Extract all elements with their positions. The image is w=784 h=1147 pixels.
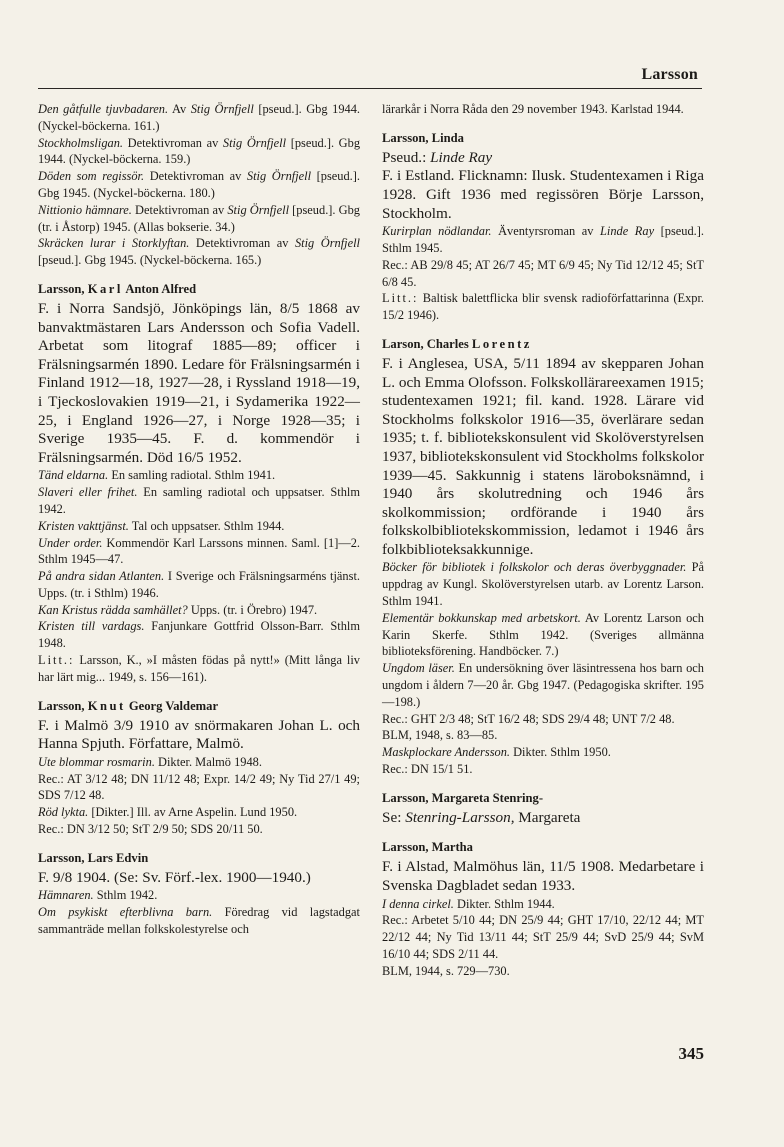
work-item: Döden som regissör. Detektivroman av Stig Örnfjell [pseud.]. Gbg 1945. (Nyckel-böckerna. 180.) bbox=[38, 169, 361, 200]
review-list: Rec.: Arbetet 5/10 44; DN 25/9 44; GHT 17/10, 22/12 44; MT 22/12 44; Ny Tid 13/11 44; StT 25/9 44; SvD 25/9 44; SvM 16/10 44; SDS 2/11 44. bbox=[382, 913, 704, 962]
entry-knut-larsson bbox=[38, 698, 360, 838]
work-item: Ungdom läser. En undersökning över läsintressena hos barn och ungdom i åldern 7—20 år. Gbg 1947. (Pedagogiska skrifter. 195—198.) bbox=[382, 661, 704, 709]
work-item: Stockholmsligan. Detektivroman av Stig Örnfjell [pseud.]. Gbg 1944. (Nyckel-böckerna. 159.) bbox=[38, 135, 361, 167]
entry-heading: Larsson, Knut Georg Valdemar bbox=[38, 698, 219, 713]
entry-heading: Larsson, Linda bbox=[382, 130, 464, 145]
entry-charles-lorentz-larson bbox=[382, 336, 704, 778]
header-rule bbox=[38, 88, 702, 89]
work-item: Elementär bokkunskap med arbetskort. Av Lorentz Larson och Karin Skerfe. Sthlm 1942. (Sveriges allmänna biblioteksförening. Handböcker. 7.) bbox=[382, 610, 704, 659]
work-item: Under order. Kommendör Karl Larssons minnen. Saml. [1]—2. Sthlm 1945—47. bbox=[38, 535, 361, 567]
entry-heading: Larson, Charles Lorentz bbox=[382, 336, 532, 351]
work-item: Röd lykta. [Dikter.] Ill. av Arne Aspelin. Lund 1950. bbox=[38, 805, 298, 820]
entry-heading: Larsson, Karl Anton Alfred bbox=[38, 281, 197, 296]
work-item: I denna cirkel. Dikter. Sthlm 1944. bbox=[382, 896, 555, 911]
review-list: Rec.: DN 15/1 51. bbox=[382, 762, 473, 777]
work-item: Slaveri eller frihet. En samling radiotal och uppsatser. Sthlm 1942. bbox=[38, 485, 360, 516]
page-number: 345 bbox=[678, 1044, 704, 1063]
entry-margareta-stenring-larsson bbox=[382, 790, 704, 828]
continued-works bbox=[38, 101, 360, 269]
right-column bbox=[382, 101, 704, 992]
cross-reference: Se: Stenring-Larsson, Margareta bbox=[382, 808, 581, 826]
work-item: Tänd eldarna. En samling radiotal. Sthlm 1941. bbox=[38, 468, 276, 483]
work-item: Böcker för bibliotek i folkskolor och deras överbyggnader. På uppdrag av Kungl. Skolöverstyrelsen utarb. av Lorentz Larson. Sthlm 1941. bbox=[382, 560, 704, 609]
review-list: Rec.: GHT 2/3 48; StT 16/2 48; SDS 29/4 48; UNT 7/2 48. bbox=[382, 711, 675, 726]
work-item: Skräcken lurar i Storklyftan. Detektivroman av Stig Örnfjell [pseud.]. Gbg 1945. (Nyckel-böckerna. 165.) bbox=[38, 236, 361, 268]
entry-biography: F. i Alstad, Malmöhus län, 11/5 1908. Medarbetare i Svenska Dagbladet sedan 1933. bbox=[382, 858, 704, 895]
work-item: På andra sidan Atlanten. I Sverige och Frälsningsarméns tjänst. Upps. (tr. i Sthlm) 1946. bbox=[38, 569, 360, 600]
entry-linda-larsson bbox=[382, 130, 704, 324]
entry-heading: Larsson, Martha bbox=[382, 840, 473, 855]
entry-martha-larsson bbox=[382, 839, 704, 979]
continued-text: lärarkår i Norra Råda den 29 november 1943. Karlstad 1944. bbox=[382, 102, 684, 116]
work-item: Om psykiskt efterblivna barn. Föredrag vid lagstadgat sammanträde mellan folkskolestyrelse och bbox=[38, 905, 360, 937]
work-item: Kan Kristus rädda samhället? Upps. (tr. i Örebro) 1947. bbox=[38, 602, 318, 617]
review-blm: BLM, 1944, s. 729—730. bbox=[382, 963, 510, 978]
entry-biography: F. i Estland. Flicknamn: Ilusk. Studentexamen i Riga 1928. Gift 1936 med regissören Börje Larsson, Stockholm. bbox=[382, 167, 704, 222]
entry-biography: F. i Anglesea, USA, 5/11 1894 av skepparen Johan L. och Emma Olofsson. Folkskollärareexamen 1915; studentexamen 1921; fil. kand. 1928. Lärare vid Stockholms folkskolor 1916—35, överlärare sedan 1935; t. f. bibliotekskonsulent vid Skolöverstyrelsen 1937, bibliotekskonsulent vid Stockholms folkskolor 1939—45. Sakkunnig i statens läroboksnämnd, i 1940 års skolutredning och 1946 års skolkommission; ordförande i 1940 års folkskolbibliotekskommission, ledamot i 1946 års folkbiblioteksakkunnige. bbox=[382, 354, 704, 558]
entry-biography: F. i Norra Sandsjö, Jönköpings län, 8/5 1868 av banvaktmästaren Lars Andersson och Sofia Vadell. Arbetat som litograf 1885—89; officer i Frälsningsarmén 1890. Ledare för Frälsningsarmén i Finland 1912—18, 1927—28, i Ryssland 1918—19, i Tjeckoslovakien 1919—21, i Sydamerika 1922—25, i England 1926—27, i Norge 1928—35; i Sverige 1935—45. F. d. kommendör i Frälsningsarmén. Död 16/5 1952. bbox=[38, 299, 360, 466]
work-item: Ute blommar rosmarin. Dikter. Malmö 1948. bbox=[38, 754, 262, 769]
review-list: Rec.: AT 3/12 48; DN 11/12 48; Expr. 14/2 49; Ny Tid 27/1 49; SDS 7/12 48. bbox=[38, 771, 360, 803]
left-column bbox=[38, 101, 360, 950]
work-item: Maskplockare Andersson. Dikter. Sthlm 1950. bbox=[382, 745, 611, 760]
entry-biography: F. 9/8 1904. (Se: Sv. Förf.-lex. 1900—1940.) bbox=[38, 868, 311, 886]
work-item: Den gåtfulle tjuvbadaren. Av Stig Örnfjell [pseud.]. Gbg 1944. (Nyckel-böckerna. 161.) bbox=[38, 102, 360, 133]
review-list: Rec.: DN 3/12 50; StT 2/9 50; SDS 20/11 50. bbox=[38, 822, 263, 837]
entry-lars-edvin-larsson bbox=[38, 850, 360, 938]
work-item: Nittionio hämnare. Detektivroman av Stig Örnfjell [pseud.]. Gbg (tr. i Åstorp) 1945. (Allas bokserie. 34.) bbox=[38, 202, 360, 234]
work-item: Hämnaren. Sthlm 1942. bbox=[38, 888, 158, 903]
review-list: Rec.: AB 29/8 45; AT 26/7 45; MT 6/9 45; Ny Tid 12/12 45; StT 6/8 45. bbox=[382, 257, 704, 289]
entry-biography: F. i Malmö 3/9 1910 av snörmakaren Johan L. och Hanna Spjuth. Författare, Malmö. bbox=[38, 716, 360, 753]
entry-heading: Larsson, Margareta Stenring- bbox=[382, 790, 544, 805]
pseudonym-line: Pseud.: Linde Ray bbox=[382, 148, 493, 166]
literature-note: Litt.: Larsson, K., »I måsten födas på nytt!» (Mitt långa liv har lärt mig... 1949, s. 156—161). bbox=[38, 653, 360, 684]
entry-heading: Larsson, Lars Edvin bbox=[38, 850, 149, 865]
work-item: Kurirplan nödlandar. Äventyrsroman av Linde Ray [pseud.]. Sthlm 1945. bbox=[382, 224, 705, 255]
running-header: Larsson bbox=[641, 66, 698, 83]
entry-karl-larsson bbox=[38, 281, 360, 686]
work-item: Kristen vakttjänst. Tal och uppsatser. Sthlm 1944. bbox=[38, 518, 285, 533]
literature-note: Litt.: Baltisk balettflicka blir svensk radioförfattarinna (Expr. 15/2 1946). bbox=[382, 291, 704, 323]
review-blm: BLM, 1948, s. 83—85. bbox=[382, 728, 498, 743]
work-item: Kristen till vardags. Fanjunkare Gottfrid Olsson-Barr. Sthlm 1948. bbox=[38, 619, 360, 651]
